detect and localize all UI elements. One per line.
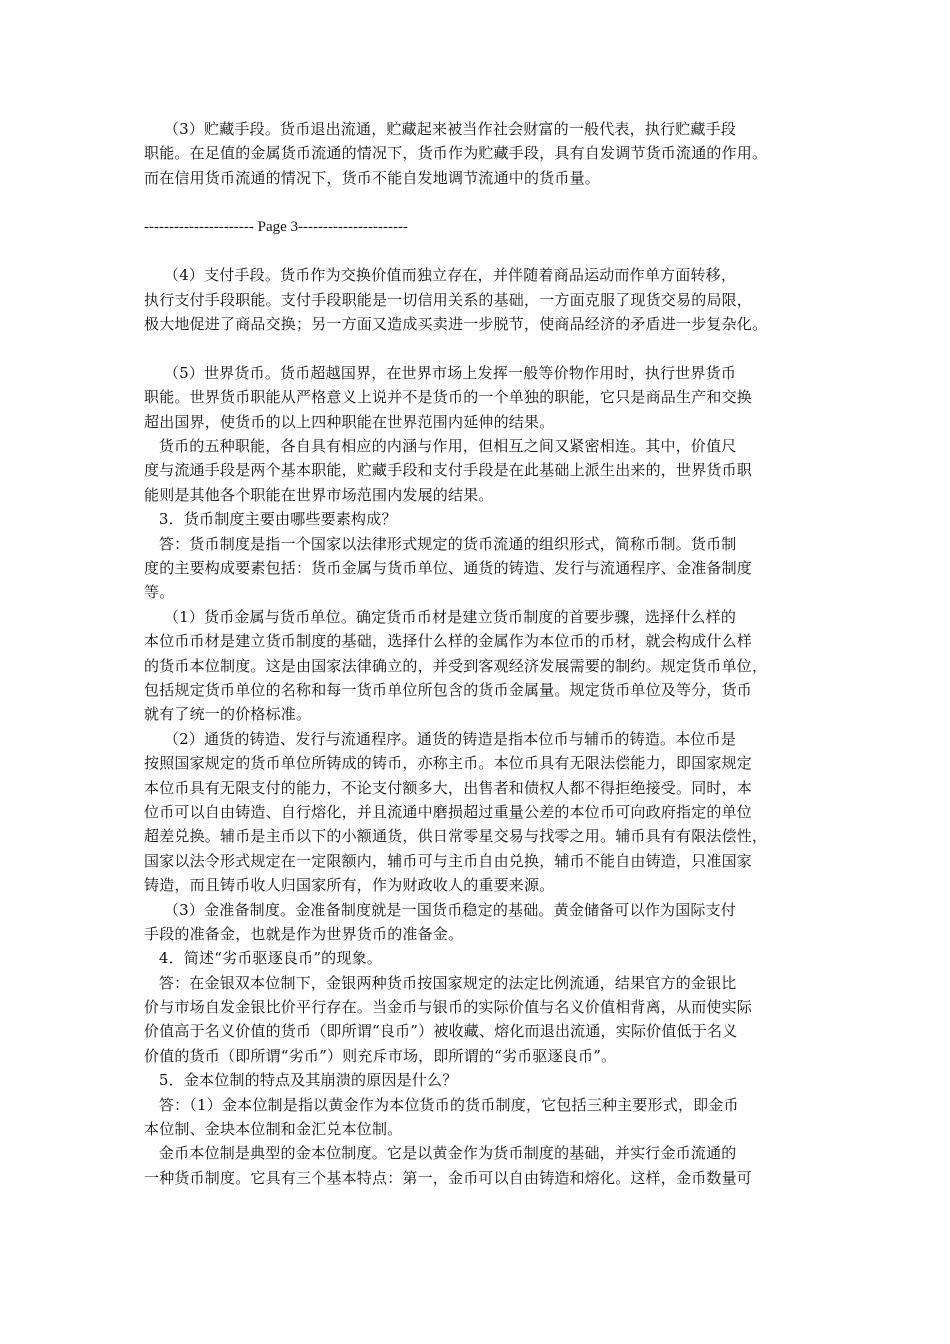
text-line: 位币可以自由铸造、自行熔化，并且流通中磨损超过重量公差的本位币可向政府指定的单位	[144, 802, 753, 821]
document-body	[144, 117, 824, 1190]
text-line: （5）世界货币。货币超越国界，在世界市场上发挥一般等价物作用时，执行世界货币	[144, 363, 737, 382]
text-line: 等。	[144, 583, 175, 602]
text-line: 本位制、金块本位制和金汇兑本位制。	[144, 1120, 403, 1139]
text-line: 能则是其他各个职能在世界市场范围内发展的结果。	[144, 485, 494, 504]
text-line: （2）通货的铸造、发行与流通程序。通货的铸造是指本位币与辅币的铸造。本位币是	[144, 729, 737, 748]
text-line: 包括规定货币单位的名称和每一货币单位所包含的货币金属量。规定货币单位及等分，货币	[144, 680, 753, 699]
text-line: 答：货币制度是指一个国家以法律形式规定的货币流通的组织形式，简称币制。货币制	[144, 534, 737, 553]
blank-line	[144, 190, 824, 214]
blank-line	[144, 337, 824, 361]
text-line: 的货币本位制度。这是由国家法律确立的，并受到客观经济发展需要的制约。规定货币单位，	[144, 656, 768, 675]
text-line: 一种货币制度。它具有三个基本特点：第一，金币可以自由铸造和熔化。这样，金币数量可	[144, 1168, 753, 1187]
text-line: 职能。在足值的金属货币流通的情况下，货币作为贮藏手段，具有自发调节货币流通的作用。	[144, 144, 768, 163]
text-line: 执行支付手段职能。支付手段职能是一切信用关系的基础，一方面克服了现货交易的局限，	[144, 290, 753, 309]
text-line: 手段的准备金，也就是作为世界货币的准备金。	[144, 924, 464, 943]
text-line: 而在信用货币流通的情况下，货币不能自发地调节流通中的货币量。	[144, 168, 601, 187]
text-line: 货币的五种职能，各自具有相应的内涵与作用，但相互之间又紧密相连。其中，价值尺	[144, 437, 737, 456]
text-line: （1）货币金属与货币单位。确定货币币材是建立货币制度的首要步骤，选择什么样的	[144, 607, 737, 626]
text-line: 价值的货币（即所谓“劣币”）则充斥市场，即所谓的“劣币驱逐良币”。	[144, 1046, 617, 1065]
page-separator: ---------------------- Page 3----------------------	[144, 218, 408, 235]
text-line: （3）金准备制度。金准备制度就是一国货币稳定的基础。黄金储备可以作为国际支付	[144, 900, 737, 919]
blank-line	[144, 239, 824, 263]
question-heading: 4．简述“劣币驱逐良币”的现象。	[144, 949, 382, 968]
question-heading: 3．货币制度主要由哪些要素构成？	[144, 510, 397, 529]
text-line: 度的主要构成要素包括：货币金属与货币单位、通货的铸造、发行与流通程序、金准备制度	[144, 559, 753, 578]
text-line: 超出国界，使货币的以上四种职能在世界范围内延伸的结果。	[144, 412, 555, 431]
text-line: 就有了统一的价格标准。	[144, 705, 312, 724]
text-line: 本位币币材是建立货币制度的基础，选择什么样的金属作为本位币的币材，就会构成什么样	[144, 632, 753, 651]
text-line: 本位币具有无限支付的能力，不论支付额多大，出售者和债权人都不得拒绝接受。同时，本	[144, 778, 753, 797]
text-line: 超差兑换。辅币是主币以下的小额通货，供日常零星交易与找零之用。辅币具有有限法偿性，	[144, 827, 768, 846]
text-line: 按照国家规定的货币单位所铸成的铸币，亦称主币。本位币具有无限法偿能力，即国家规定	[144, 754, 753, 773]
text-line: 价与市场自发金银比价平行存在。当金币与银币的实际价值与名义价值相背离，从而使实际	[144, 998, 753, 1017]
text-line: 国家以法令形式规定在一定限额内，辅币可与主币自由兑换，辅币不能自由铸造，只准国家	[144, 851, 753, 870]
text-line: 职能。世界货币职能从严格意义上说并不是货币的一个单独的职能，它只是商品生产和交换	[144, 388, 753, 407]
text-line: （3）贮藏手段。货币退出流通，贮藏起来被当作社会财富的一般代表，执行贮藏手段	[144, 120, 737, 138]
text-line: 极大地促进了商品交换；另一方面又造成买卖进一步脱节，使商品经济的矛盾进一步复杂化。	[144, 315, 768, 334]
text-line: 答：在金银双本位制下，金银两种货币按国家规定的法定比例流通，结果官方的金银比	[144, 973, 737, 992]
text-line: 答：（1）金本位制是指以黄金作为本位货币的货币制度，它包括三种主要形式，即金币	[144, 1095, 739, 1114]
text-line: 金币本位制是典型的金本位制度。它是以黄金作为货币制度的基础，并实行金币流通的	[144, 1144, 737, 1163]
text-line: 铸造，而且铸币收人归国家所有，作为财政收人的重要来源。	[144, 876, 555, 895]
text-line: 度与流通手段是两个基本职能，贮藏手段和支付手段是在此基础上派生出来的，世界货币职	[144, 461, 753, 480]
text-line: （4）支付手段。货币作为交换价值而独立存在，并伴随着商品运动而作单方面转移，	[144, 266, 737, 285]
question-heading: 5．金本位制的特点及其崩溃的原因是什么？	[144, 1071, 458, 1090]
text-line: 价值高于名义价值的货币（即所谓“良币”）被收藏、熔化而退出流通，实际价值低于名义	[144, 1022, 738, 1041]
